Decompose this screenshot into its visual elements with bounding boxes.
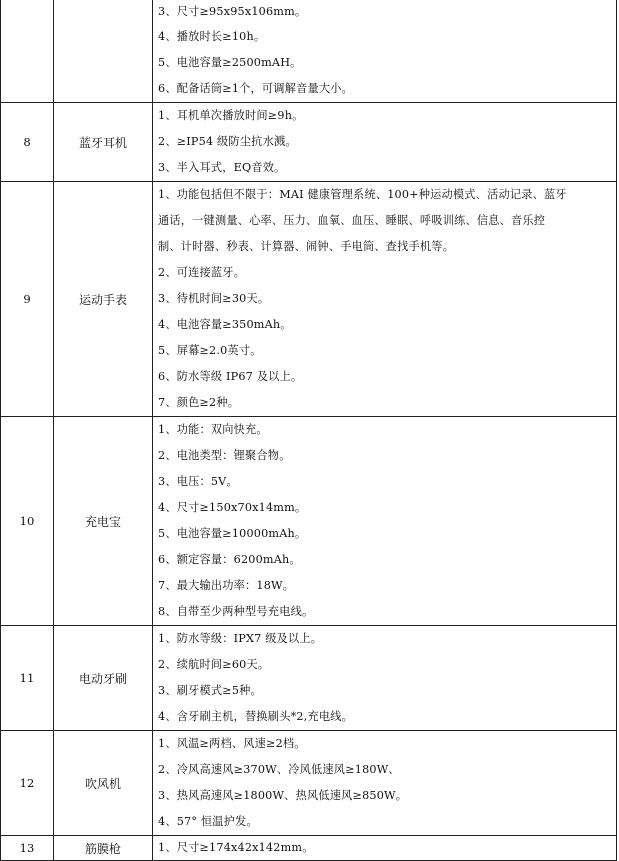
table-row xyxy=(1,182,617,417)
spec-line: 5、电池容量≥10000mAh。 xyxy=(158,527,307,540)
spec-line: 6、配备话筒≥1个，可调解音量大小。 xyxy=(158,82,354,95)
spec-line: 2、可连接蓝牙。 xyxy=(158,266,246,279)
spec-cell xyxy=(153,836,617,861)
product-name: 筋膜枪 xyxy=(54,836,153,861)
spec-line: 通话，一键测量、心率、压力、血氧、血压、睡眠、呼吸训练、信息、音乐控 xyxy=(158,214,546,227)
table-row xyxy=(1,836,617,861)
row-number: 11 xyxy=(1,626,54,731)
table-row xyxy=(1,103,617,182)
spec-cell xyxy=(153,417,617,626)
spec-line: 5、电池容量≥2500mAH。 xyxy=(158,56,302,69)
product-name xyxy=(54,0,153,103)
spec-line: 2、冷风高速风≥370W、冷风低速风≥180W、 xyxy=(158,763,400,776)
spec-cell xyxy=(153,182,617,417)
spec-line: 制、计时器、秒表、计算器、闹钟、手电筒、查找手机等。 xyxy=(158,240,455,253)
spec-line: 6、防水等级 IP67 及以上。 xyxy=(158,370,303,383)
spec-line: 3、半入耳式，EQ音效。 xyxy=(158,161,286,174)
spec-line: 3、热风高速风≥1800W、热风低速风≥850W。 xyxy=(158,789,408,802)
spec-line: 8、自带至少两种型号充电线。 xyxy=(158,605,314,618)
row-number: 12 xyxy=(1,731,54,836)
spec-line: 7、最大输出功率：18W。 xyxy=(158,579,295,592)
spec-line: 7、颜色≥2种。 xyxy=(158,396,240,409)
spec-line: 5、屏幕≥2.0英寸。 xyxy=(158,344,262,357)
spec-line: 1、风温≥两档、风速≥2档。 xyxy=(158,737,306,750)
product-name: 充电宝 xyxy=(54,417,153,626)
spec-line: 3、刷牙模式≥5种。 xyxy=(158,684,262,697)
spec-line: 1、耳机单次播放时间≥9h。 xyxy=(158,109,304,122)
spec-line: 6、额定容量：6200mAh。 xyxy=(158,553,301,566)
spec-line: 2、电池类型：锂聚合物。 xyxy=(158,449,291,462)
row-number: 9 xyxy=(1,182,54,417)
spec-cell xyxy=(153,0,617,103)
spec-line: 4、尺寸≥150x70x14mm。 xyxy=(158,501,307,514)
row-number: 13 xyxy=(1,836,54,861)
spec-line: 1、功能包括但不限于：MAI 健康管理系统、100+种运动模式、活动记录、蓝牙 xyxy=(158,188,567,201)
table-row xyxy=(1,731,617,836)
table-row xyxy=(1,417,617,626)
spec-cell xyxy=(153,626,617,731)
product-name: 蓝牙耳机 xyxy=(54,103,153,182)
table-row xyxy=(1,0,617,103)
row-number: 10 xyxy=(1,417,54,626)
spec-cell xyxy=(153,103,617,182)
spec-line: 1、防水等级：IPX7 级及以上。 xyxy=(158,632,323,645)
spec-line: 4、含牙刷主机，替换刷头*2,充电线。 xyxy=(158,710,353,723)
row-number xyxy=(1,0,54,103)
spec-line: 4、播放时长≥10h。 xyxy=(158,30,266,43)
product-name: 运动手表 xyxy=(54,182,153,417)
spec-line: 4、57° 恒温护发。 xyxy=(158,815,258,828)
spec-line: 3、电压：5V。 xyxy=(158,475,238,488)
spec-line: 3、尺寸≥95x95x106mm。 xyxy=(158,5,307,18)
spec-line: 1、尺寸≥174x42x142mm。 xyxy=(158,841,314,854)
product-name: 电动牙刷 xyxy=(54,626,153,731)
spec-line: 2、≥IP54 级防尘抗水溅。 xyxy=(158,135,297,148)
table-row xyxy=(1,626,617,731)
spec-cell xyxy=(153,731,617,836)
row-number: 8 xyxy=(1,103,54,182)
spec-line: 1、功能：双向快充。 xyxy=(158,423,268,436)
product-name: 吹风机 xyxy=(54,731,153,836)
spec-line: 3、待机时间≥30天。 xyxy=(158,292,270,305)
spec-table-body xyxy=(1,0,617,861)
spec-line: 2、续航时间≥60天。 xyxy=(158,658,270,671)
spec-line: 4、电池容量≥350mAh。 xyxy=(158,318,292,331)
